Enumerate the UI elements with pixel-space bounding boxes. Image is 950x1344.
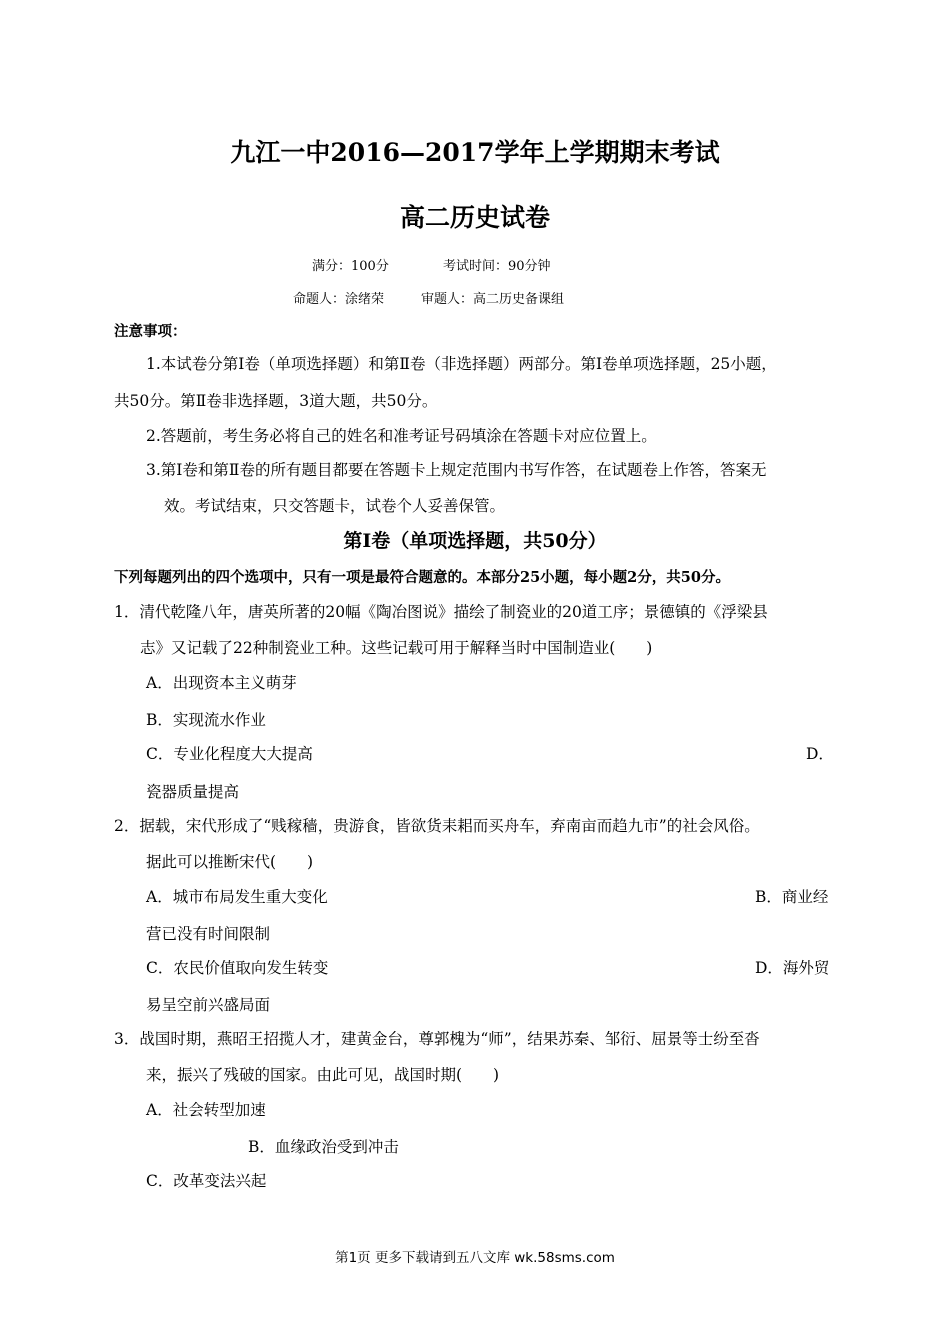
q1-option-d-label: D．	[806, 745, 834, 763]
q1-option-d: 瓷器质量提高	[146, 783, 240, 801]
exam-subtitle: 高二历史试卷	[399, 203, 550, 232]
q2-stem-cont: 据此可以推断宋代( )	[146, 853, 314, 871]
notes-heading: 注意事项：	[114, 323, 187, 340]
q1-stem-cont: 志》又记载了22种制瓷业工种。这些记载可用于解释当时中国制造业( )	[140, 639, 653, 657]
q2-option-c: C．农民价值取向发生转变	[146, 959, 329, 977]
q3-option-a: A．社会转型加速	[146, 1101, 266, 1119]
q2-option-d-label: D．海外贸	[755, 959, 830, 977]
q2-stem: 2．据载，宋代形成了“贱稼穑，贵游食，皆欲货耒耜而买舟车，弃南亩而趋九市”的社会风俗。	[114, 817, 760, 835]
section-heading: 第Ⅰ卷（单项选择题，共50分）	[343, 530, 607, 552]
q3-option-b: B．血缘政治受到冲击	[248, 1138, 399, 1156]
q1-option-b: B．实现流水作业	[146, 711, 266, 729]
exam-time: 考试时间：90分钟	[443, 259, 551, 274]
q1-stem: 1．清代乾隆八年，唐英所著的20幅《陶冶图说》描绘了制瓷业的20道工序；景德镇的《浮梁县	[114, 603, 768, 621]
note-1-cont: 共50分。第Ⅱ卷非选择题，3道大题，共50分。	[114, 392, 438, 410]
note-1: 1.本试卷分第Ⅰ卷（单项选择题）和第Ⅱ卷（非选择题）两部分。第Ⅰ卷单项选择题，25小题，	[146, 355, 777, 373]
exam-title: 九江一中2016—2017学年上学期期末考试	[230, 138, 720, 167]
q2-option-a: A．城市布局发生重大变化	[146, 888, 328, 906]
q3-option-c: C．改革变法兴起	[146, 1172, 267, 1190]
author: 命题人：涂绪荣	[293, 292, 385, 307]
q2-option-b-label: B．商业经	[755, 888, 829, 906]
note-3-cont: 效。考试结束，只交答题卡，试卷个人妥善保管。	[164, 497, 506, 515]
full-score: 满分：100分	[312, 259, 389, 274]
reviewer: 审题人：高二历史备课组	[421, 292, 565, 307]
q2-option-b: 营已没有时间限制	[146, 925, 271, 943]
section-instruction: 下列每题列出的四个选项中，只有一项是最符合题意的。本部分25小题，每小题2分，共50分。	[114, 569, 730, 586]
page-footer: 第1页 更多下载请到五八文库 wk.58sms.com	[335, 1250, 615, 1266]
q2-option-d: 易呈空前兴盛局面	[146, 996, 271, 1014]
q1-option-a: A．出现资本主义萌芽	[146, 674, 297, 692]
q3-stem-cont: 来，振兴了残破的国家。由此可见，战国时期( )	[146, 1066, 500, 1084]
note-2: 2.答题前，考生务必将自己的姓名和准考证号码填涂在答题卡对应位置上。	[146, 427, 657, 445]
note-3: 3.第Ⅰ卷和第Ⅱ卷的所有题目都要在答题卡上规定范围内书写作答，在试题卷上作答，答案无	[146, 461, 767, 479]
q3-stem: 3．战国时期，燕昭王招揽人才，建黄金台，尊郭槐为“师”，结果苏秦、邹衍、屈景等士纷至沓	[114, 1030, 760, 1048]
q1-option-c: C．专业化程度大大提高	[146, 745, 313, 763]
